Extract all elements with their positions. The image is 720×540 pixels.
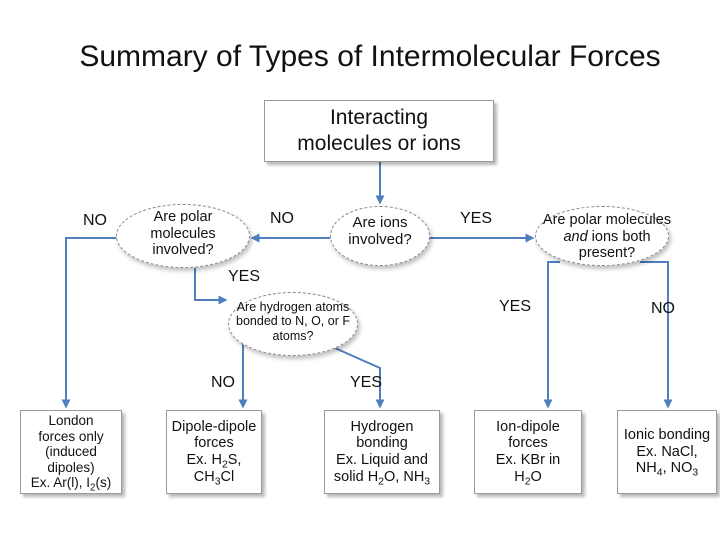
- result-london-line4: dipoles): [47, 459, 95, 475]
- arrow-both-no-to-ionic: [640, 262, 668, 407]
- result-iondipole-line2: forces: [508, 435, 548, 452]
- ionic-example-sub2: 3: [692, 467, 699, 479]
- label-yes-polar: YES: [228, 268, 261, 285]
- question-ions-text: [330, 214, 430, 249]
- dipole-example-post: S,: [227, 452, 242, 468]
- result-hbond-line4: [334, 469, 430, 486]
- start-box-line1: Interacting: [329, 106, 429, 130]
- question-hydrogen-line1: Are hydrogen atoms: [236, 300, 350, 314]
- question-ions-line2: involved?: [348, 231, 412, 249]
- result-london-box: [20, 410, 122, 494]
- hbond-example-text: solid H: [333, 468, 379, 485]
- iondipole-example-sub: 2: [524, 476, 531, 488]
- result-hbond-box: [324, 410, 440, 494]
- start-box-line2: molecules or ions: [297, 132, 461, 155]
- result-london-line5: [30, 475, 112, 494]
- result-dipole-line1: Dipole-dipole: [171, 418, 257, 435]
- iondipole-example-post: O: [530, 468, 542, 485]
- question-both-text: [520, 212, 694, 262]
- label-yes-ions: YES: [460, 210, 493, 227]
- result-london-line2: forces only: [38, 428, 104, 444]
- ionic-example-sub1: 4: [656, 467, 663, 479]
- ionic-example-text: NH: [635, 460, 657, 477]
- result-ionic-line1: Ionic bonding: [623, 426, 711, 443]
- dipole-example2-text: CH: [193, 468, 215, 485]
- question-hydrogen-line3: atoms?: [272, 328, 314, 343]
- result-hbond-line1: Hydrogen: [350, 418, 414, 435]
- result-iondipole-line4: [496, 469, 560, 486]
- dipole-example2-post: Cl: [220, 468, 235, 485]
- label-yes-ion-dipole: YES: [499, 298, 532, 315]
- iondipole-example-text: H: [514, 468, 525, 485]
- start-box: [264, 100, 494, 162]
- result-iondipole-line1: Ion-dipole: [496, 418, 560, 435]
- question-polar-line1: Are polar: [153, 209, 213, 225]
- arrow-polar-no-to-london: [66, 238, 117, 407]
- question-both-line2: [520, 229, 694, 246]
- label-no-dipole: NO: [211, 374, 235, 391]
- question-hydrogen-text: [213, 300, 373, 343]
- question-polar-line2: molecules: [150, 225, 216, 242]
- question-both-emphasis: and: [563, 228, 588, 245]
- result-dipole-box: [166, 410, 262, 494]
- result-dipole-line4: [172, 469, 257, 486]
- label-yes-hbond: YES: [350, 374, 383, 391]
- result-dipole-line2: forces: [194, 435, 234, 452]
- hbond-example-sub1: 2: [378, 476, 385, 488]
- question-both-line2-rest: ions both: [587, 228, 651, 245]
- dipole-example-sub: 2: [221, 459, 228, 471]
- question-hydrogen-line2: bonded to N, O, or F: [236, 314, 350, 329]
- question-polar-line3: involved?: [152, 242, 214, 259]
- result-hbond-line2: bonding: [356, 435, 408, 452]
- arrow-both-yes-to-iondipole: [548, 262, 560, 407]
- dipole-example2-sub: 3: [214, 476, 221, 488]
- hbond-example-sub2: 3: [424, 476, 431, 488]
- london-example-text: Ex. Ar(l), I: [30, 475, 91, 491]
- question-both-line3: present?: [578, 245, 636, 262]
- result-iondipole-box: [474, 410, 582, 494]
- label-no-ionic: NO: [651, 300, 675, 317]
- dipole-example-text: Ex. H: [186, 452, 222, 468]
- arrow-polar-yes-to-hydrogen: [195, 268, 226, 300]
- label-no-london: NO: [83, 212, 107, 229]
- question-ions-line1: Are ions: [352, 214, 408, 231]
- result-london-line3: (induced: [45, 444, 97, 460]
- ionic-example-mid: , NO: [662, 460, 693, 477]
- label-no-ions: NO: [270, 210, 294, 227]
- result-ionic-box: [617, 410, 717, 494]
- result-dipole-line3: [172, 452, 257, 469]
- hbond-example-mid: O, NH: [384, 468, 425, 485]
- diagram-title: Summary of Types of Intermolecular Forces: [79, 40, 661, 73]
- question-both-line1: Are polar molecules: [542, 212, 672, 228]
- result-hbond-line3: Ex. Liquid and: [336, 452, 428, 468]
- london-example-post: (s): [95, 475, 112, 491]
- result-ionic-line2: Ex. NaCl,: [636, 443, 698, 460]
- question-polar-text: [116, 209, 250, 259]
- result-london-line1: London: [48, 413, 94, 429]
- result-ionic-line3: [624, 460, 710, 477]
- london-example-sub: 2: [90, 482, 96, 494]
- result-iondipole-line3: Ex. KBr in: [495, 452, 561, 468]
